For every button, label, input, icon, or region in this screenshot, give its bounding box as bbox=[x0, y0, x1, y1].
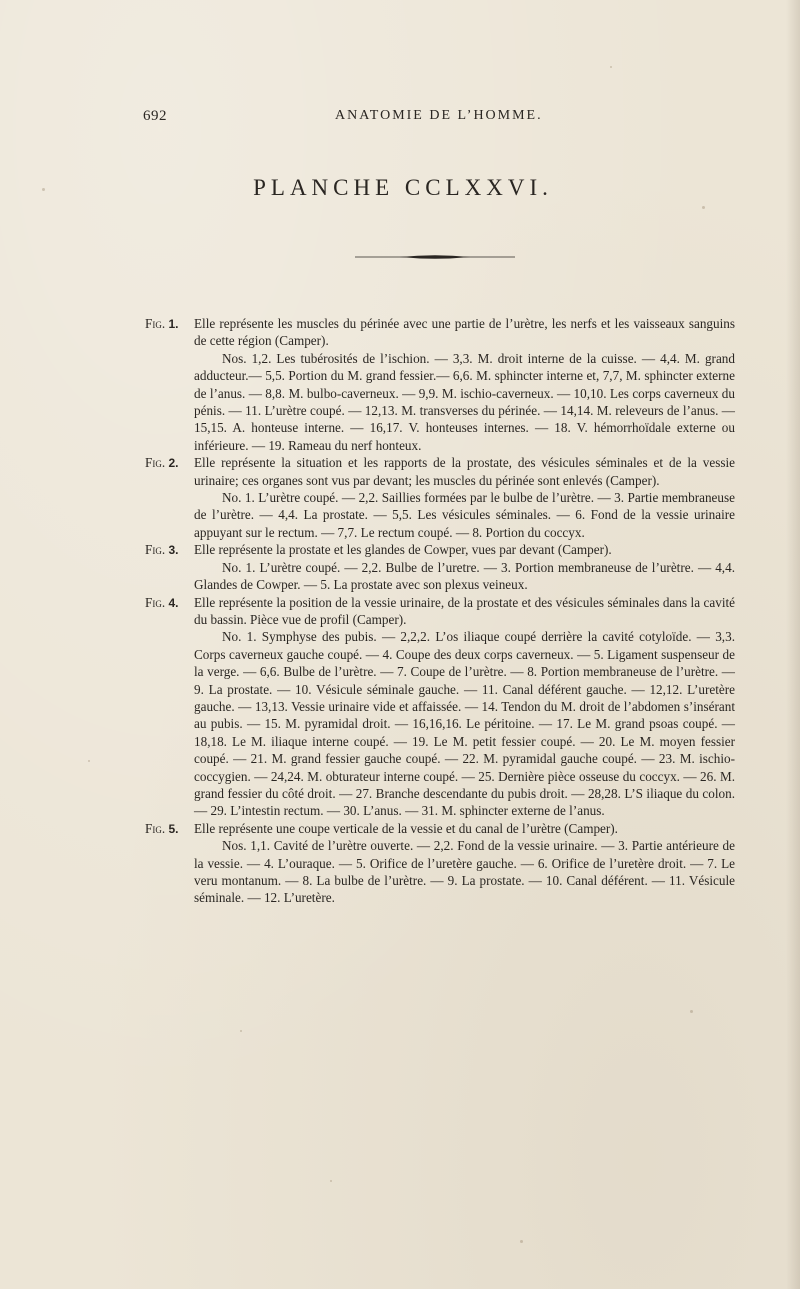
title-rule-ornament bbox=[355, 252, 515, 262]
figure-label bbox=[145, 454, 178, 472]
paper-speck bbox=[690, 1010, 693, 1013]
figure-label-word: Fig. bbox=[145, 316, 166, 331]
figure-legend: No. 1. L’urètre coupé. — 2,2. Saillies formées par le bulbe de l’urètre. — 3. Partie membraneuse de l’urètre. — 4,4. La prostate. — 5,5. Les vésicules séminales. — 6. Fond de la vessie urinaire appuyant sur le rectum. — 7,7. Le rectum coupé. — 8. Portion du coccyx. bbox=[194, 490, 735, 540]
figure-legend: No. 1. L’urètre coupé. — 2,2. Bulbe de l’uretre. — 3. Portion membraneuse de l’urètre. — 4,4. Glandes de Cowper. — 5. La prostate avec son plexus veineux. bbox=[194, 559, 735, 593]
plate-title: PLANCHE CCLXXVI. bbox=[253, 175, 553, 200]
figure-number: 2. bbox=[168, 456, 179, 471]
figure-description: Elle représente la situation et les rapports de la prostate, des vésicules séminales et de la vessie urinaire; ces organes sont vus par devant; les muscles du périnée sont enlevés (Camper). bbox=[194, 455, 735, 488]
figure-entry bbox=[145, 454, 735, 541]
plate-explanation bbox=[145, 315, 735, 907]
figure-description: Elle représente la position de la vessie urinaire, de la prostate et des vésicules séminales dans la cavité du bassin. Pièce vue de profil (Camper). bbox=[194, 594, 735, 627]
figure-number: 5. bbox=[168, 821, 179, 836]
paper-speck bbox=[702, 206, 705, 209]
figure-entry bbox=[145, 594, 735, 820]
figure-label bbox=[145, 820, 178, 838]
figure-legend: Nos. 1,2. Les tubérosités de l’ischion. — 3,3. M. droit interne de la cuisse. — 4,4. M. grand adducteur.— 5,5. Portion du M. grand fessier.— 6,6. M. sphincter interne et, 7,7, M. sphincter externe de l’anus. — 8,8. M. bulbo-caverneux. — 9,9. M. ischio-caverneux. — 10,10. Les corps caverneux du pénis. — 11. L’urètre coupé. — 12,13. M. transverses du périnée. — 14,14. M. releveurs de l’anus. — 15,15. A. honteuse interne. — 16,17. V. honteuses internes. — 18. V. hémorrhoïdale externe ou inférieure. — 19. Rameau du nerf honteux. bbox=[194, 350, 735, 453]
running-title: ANATOMIE DE L’HOMME. bbox=[335, 108, 543, 123]
figure-description: Elle représente une coupe verticale de la vessie et du canal de l’urètre (Camper). bbox=[194, 820, 618, 836]
figure-description: Elle représente les muscles du périnée avec une partie de l’urètre, les nerfs et les vaisseaux sanguins de cette région (Camper). bbox=[194, 316, 735, 349]
figure-entry bbox=[145, 541, 735, 593]
figure-legend: Nos. 1,1. Cavité de l’urètre ouverte. — 2,2. Fond de la vessie urinaire. — 3. Partie antérieure de la vessie. — 4. L’ouraque. — 5. Orifice de l’uretère gauche. — 6. Orifice de l’uretère droit. — 7. Le veru montanum. — 8. La bulbe de l’urètre. — 9. La prostate. — 10. Canal déférent. — 11. Vésicule séminale. — 12. L’uretère. bbox=[194, 838, 735, 906]
figure-number: 4. bbox=[168, 595, 179, 610]
paper-speck bbox=[610, 66, 612, 68]
running-head bbox=[0, 108, 800, 128]
figure-entry bbox=[145, 820, 735, 907]
paper-speck bbox=[88, 760, 90, 762]
paper-speck bbox=[520, 1240, 523, 1243]
page-number: 692 bbox=[143, 108, 167, 124]
figure-number: 1. bbox=[168, 317, 179, 331]
figure-label-word: Fig. bbox=[145, 455, 166, 471]
figure-number: 3. bbox=[168, 543, 179, 558]
figure-label-word: Fig. bbox=[145, 594, 166, 610]
page-edge-shadow bbox=[786, 0, 800, 1289]
figure-label-word: Fig. bbox=[145, 820, 166, 836]
figure-entry bbox=[145, 315, 735, 454]
paper-speck bbox=[240, 1030, 242, 1032]
figure-legend: No. 1. Symphyse des pubis. — 2,2,2. L’os iliaque coupé derrière la cavité cotyloïde. — 3,3. Corps caverneux gauche coupé. — 4. Coupe des deux corps caverneux. — 5. Ligament suspenseur de la verge. — 6,6. Bulbe de l’urètre. — 7. Coupe de l’urètre. — 8. Portion membraneuse de l’urètre. — 9. La prostate. — 10. Vésicule séminale gauche. — 11. Canal déférent gauche. — 12,12. L’uretère gauche. — 13,13. Vessie urinaire vide et affaissée. — 14. Tendon du M. droit de l’abdomen s’insérant au pubis. — 15. M. pyramidal droit. — 16,16,16. Le péritoine. — 17. Le M. grand psoas coupé. — 18,18. Le M. iliaque interne coupé. — 19. Le M. petit fessier coupé. — 20. Le M. moyen fessier coupé. — 21. M. grand fessier gauche coupé. — 22. M. pyramidal gauche coupé. — 23. M. ischio-coccygien. — 24,24. M. obturateur interne coupé. — 25. Dernière pièce osseuse du coccyx. — 26. M. grand fessier du côté droit. — 27. Branche descendante du pubis droit. — 28,28. L’S iliaque du colon. — 29. L’intestin rectum. — 30. L’anus. — 31. M. sphincter externe de l’anus. bbox=[194, 629, 735, 819]
figure-label bbox=[145, 594, 178, 612]
paper-speck bbox=[330, 1180, 332, 1182]
figure-label-word: Fig. bbox=[145, 542, 166, 558]
figure-label bbox=[145, 541, 178, 559]
figure-description: Elle représente la prostate et les glandes de Cowper, vues par devant (Camper). bbox=[194, 542, 612, 558]
figure-label bbox=[145, 315, 178, 333]
